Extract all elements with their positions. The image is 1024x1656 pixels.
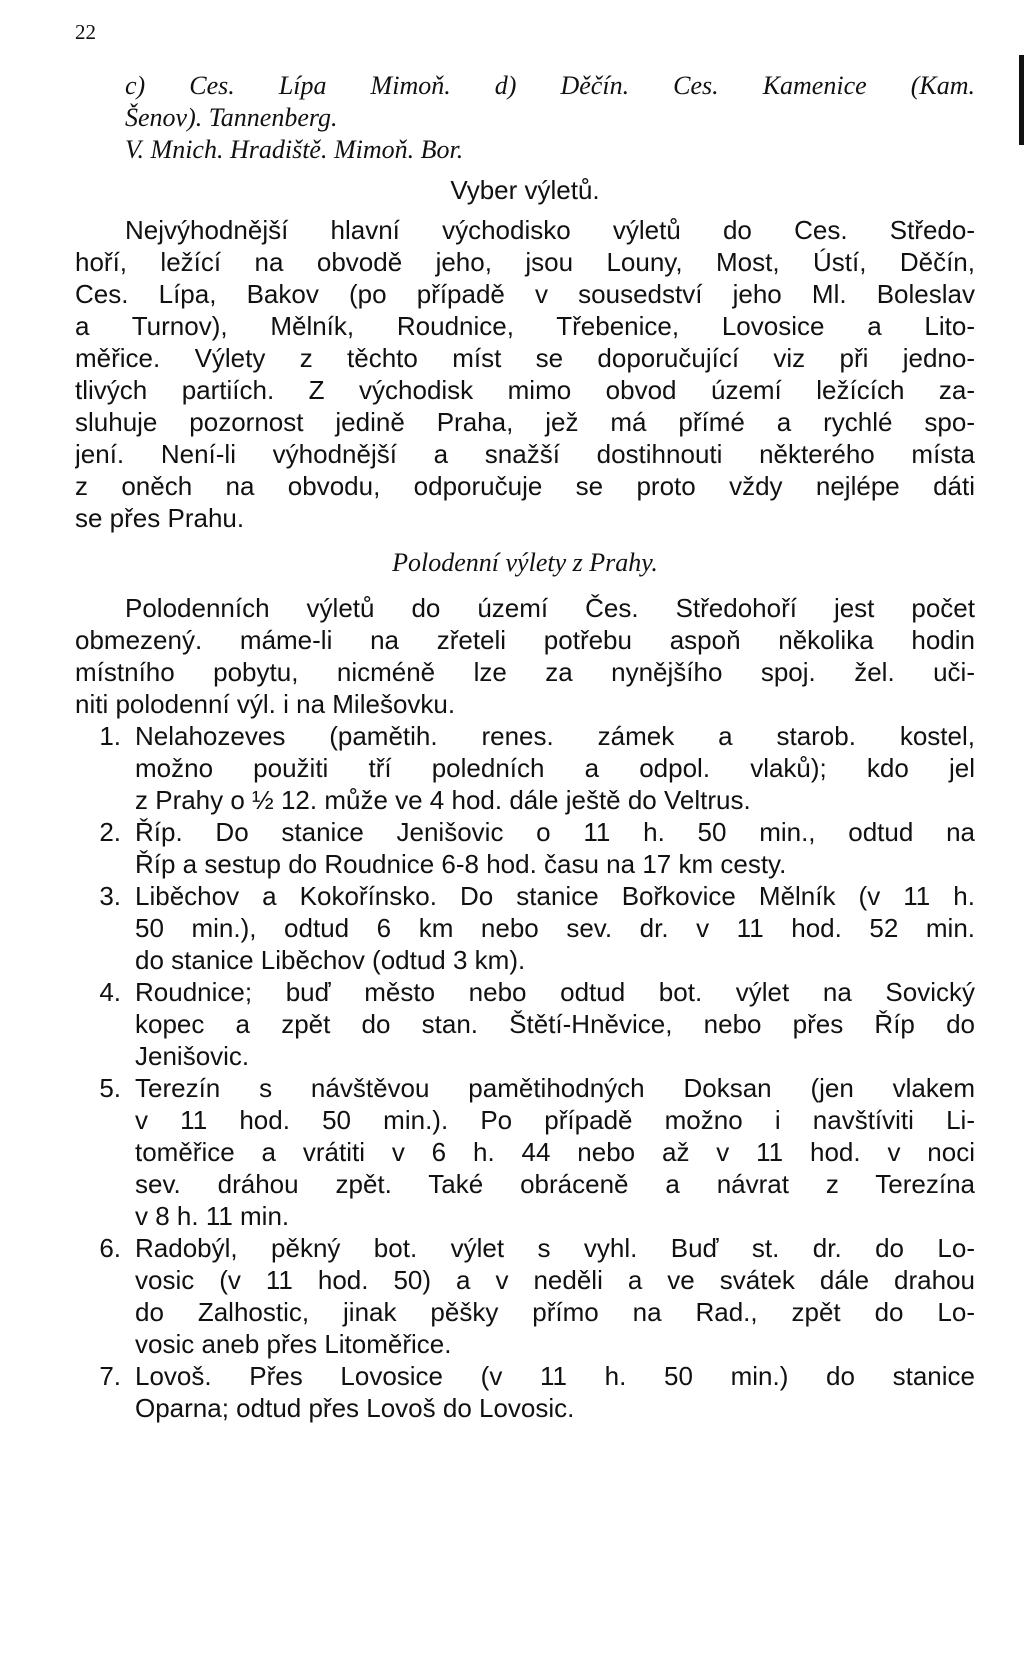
item-number: 5.: [99, 1073, 121, 1103]
item-line: sev. dráhou zpět. Také obráceně a návrat z Terezína: [135, 1169, 975, 1199]
list-item: [75, 816, 975, 880]
excursion-list: [75, 720, 975, 1424]
item-line: v 11 hod. 50 min.). Po případě možno i navštíviti Li-: [135, 1105, 975, 1135]
item-line: Lovoš. Přes Lovosice (v 11 h. 50 min.) do stanice: [135, 1361, 975, 1391]
item-line: 50 min.), odtud 6 km nebo sev. dr. v 11 hod. 52 min.: [135, 913, 975, 943]
item-number: 3.: [99, 881, 121, 911]
item-line: vosic aneb přes Litoměřice.: [135, 1329, 452, 1359]
paragraph-2: [75, 592, 975, 720]
page-number: 22: [75, 20, 96, 44]
item-line: Radobýl, pěkný bot. výlet s vyhl. Buď st. dr. do Lo-: [135, 1233, 975, 1263]
item-line: Říp. Do stanice Jenišovic o 11 h. 50 min., odtud na: [135, 817, 975, 847]
item-line: Říp a sestup do Roudnice 6-8 hod. času na 17 km cesty.: [135, 849, 787, 879]
item-line: Roudnice; buď město nebo odtud bot. výlet na Sovický: [135, 977, 975, 1007]
item-line: možno použiti tří poledních a odpol. vlaků); kdo jel: [135, 753, 975, 783]
paragraph-line: hoří, ležící na obvodě jeho, jsou Louny, Most, Ústí, Děčín,: [75, 247, 975, 277]
item-text: [135, 1360, 975, 1424]
header-line: V. Mnich. Hradiště. Mimoň. Bor.: [125, 135, 464, 164]
item-line: Jenišovic.: [135, 1041, 250, 1071]
list-item: [75, 720, 975, 816]
item-text: [135, 1232, 975, 1360]
item-line: Nelahozeves (pamětih. renes. zámek a starob. kostel,: [135, 721, 975, 751]
list-item: [75, 1360, 975, 1424]
header-line: Šenov). Tannenberg.: [125, 103, 338, 132]
paragraph-line: se přes Prahu.: [75, 503, 245, 533]
item-number: 2.: [99, 817, 121, 847]
item-line: Liběchov a Kokořínsko. Do stanice Bořkovice Mělník (v 11 h.: [135, 881, 975, 911]
item-line: Terezín s návštěvou pamětihodných Doksan (jen vlakem: [135, 1073, 975, 1103]
item-line: z Prahy o ½ 12. může ve 4 hod. dále ještě do Veltrus.: [135, 785, 751, 815]
item-line: v 8 h. 11 min.: [135, 1201, 290, 1231]
header-block: [75, 70, 975, 166]
paragraph-line: tlivých partiích. Z východisk mimo obvod území ležících za-: [75, 375, 975, 405]
paragraph-line: měřice. Výlety z těchto míst se doporučující viz při jedno-: [75, 343, 975, 373]
list-item: [75, 1072, 975, 1232]
item-line: toměřice a vrátiti v 6 h. 44 nebo až v 11 hod. v noci: [135, 1137, 975, 1167]
item-number: 6.: [99, 1233, 121, 1263]
item-line: do Zalhostic, jinak pěšky přímo na Rad., zpět do Lo-: [135, 1297, 975, 1327]
page-body: [75, 70, 975, 1424]
paragraph-1: [75, 214, 975, 534]
paragraph-line: niti polodenní výl. i na Milešovku.: [75, 689, 456, 719]
paragraph-line: Nejvýhodnější hlavní východisko výletů do Ces. Středo-: [125, 215, 975, 245]
paragraph-line: obmezený. máme-li na zřeteli potřebu aspoň několika hodin: [75, 625, 975, 655]
item-line: kopec a zpět do stan. Štětí-Hněvice, nebo přes Říp do: [135, 1009, 975, 1039]
item-text: [135, 880, 975, 976]
item-text: [135, 1072, 975, 1232]
paragraph-line: Ces. Lípa, Bakov (po případě v sousedství jeho Ml. Boleslav: [75, 279, 975, 309]
item-number: 1.: [99, 721, 121, 751]
section-title: Vyber výletů.: [450, 175, 600, 205]
paragraph-line: z oněch na obvodu, odporučuje se proto vždy nejlépe dáti: [75, 471, 975, 501]
list-item: [75, 976, 975, 1072]
paragraph-line: sluhuje pozornost jedině Praha, jež má přímé a rychlé spo-: [75, 407, 975, 437]
page-edge-mark: [1019, 55, 1024, 145]
header-line: c) Ces. Lípa Mimoň. d) Děčín. Ces. Kamenice (Kam.: [125, 71, 975, 100]
item-line: do stanice Liběchov (odtud 3 km).: [135, 945, 526, 975]
paragraph-line: a Turnov), Mělník, Roudnice, Třebenice, Lovosice a Lito-: [75, 311, 975, 341]
item-line: Oparna; odtud přes Lovoš do Lovosic.: [135, 1393, 575, 1423]
paragraph-line: Polodenních výletů do území Čes. Středohoří jest počet: [125, 593, 975, 623]
item-text: [135, 816, 975, 880]
item-number: 4.: [99, 977, 121, 1007]
item-text: [135, 976, 975, 1072]
paragraph-line: jení. Není-li výhodnější a snažší dostihnouti některého místa: [75, 439, 975, 469]
list-item: [75, 880, 975, 976]
subsection-title: Polodenní výlety z Prahy.: [392, 548, 658, 577]
paragraph-line: místního pobytu, nicméně lze za nynějšího spoj. žel. uči-: [75, 657, 975, 687]
list-item: [75, 1232, 975, 1360]
item-number: 7.: [99, 1361, 121, 1391]
item-text: [135, 720, 975, 816]
item-line: vosic (v 11 hod. 50) a v neděli a ve svátek dále drahou: [135, 1265, 975, 1295]
